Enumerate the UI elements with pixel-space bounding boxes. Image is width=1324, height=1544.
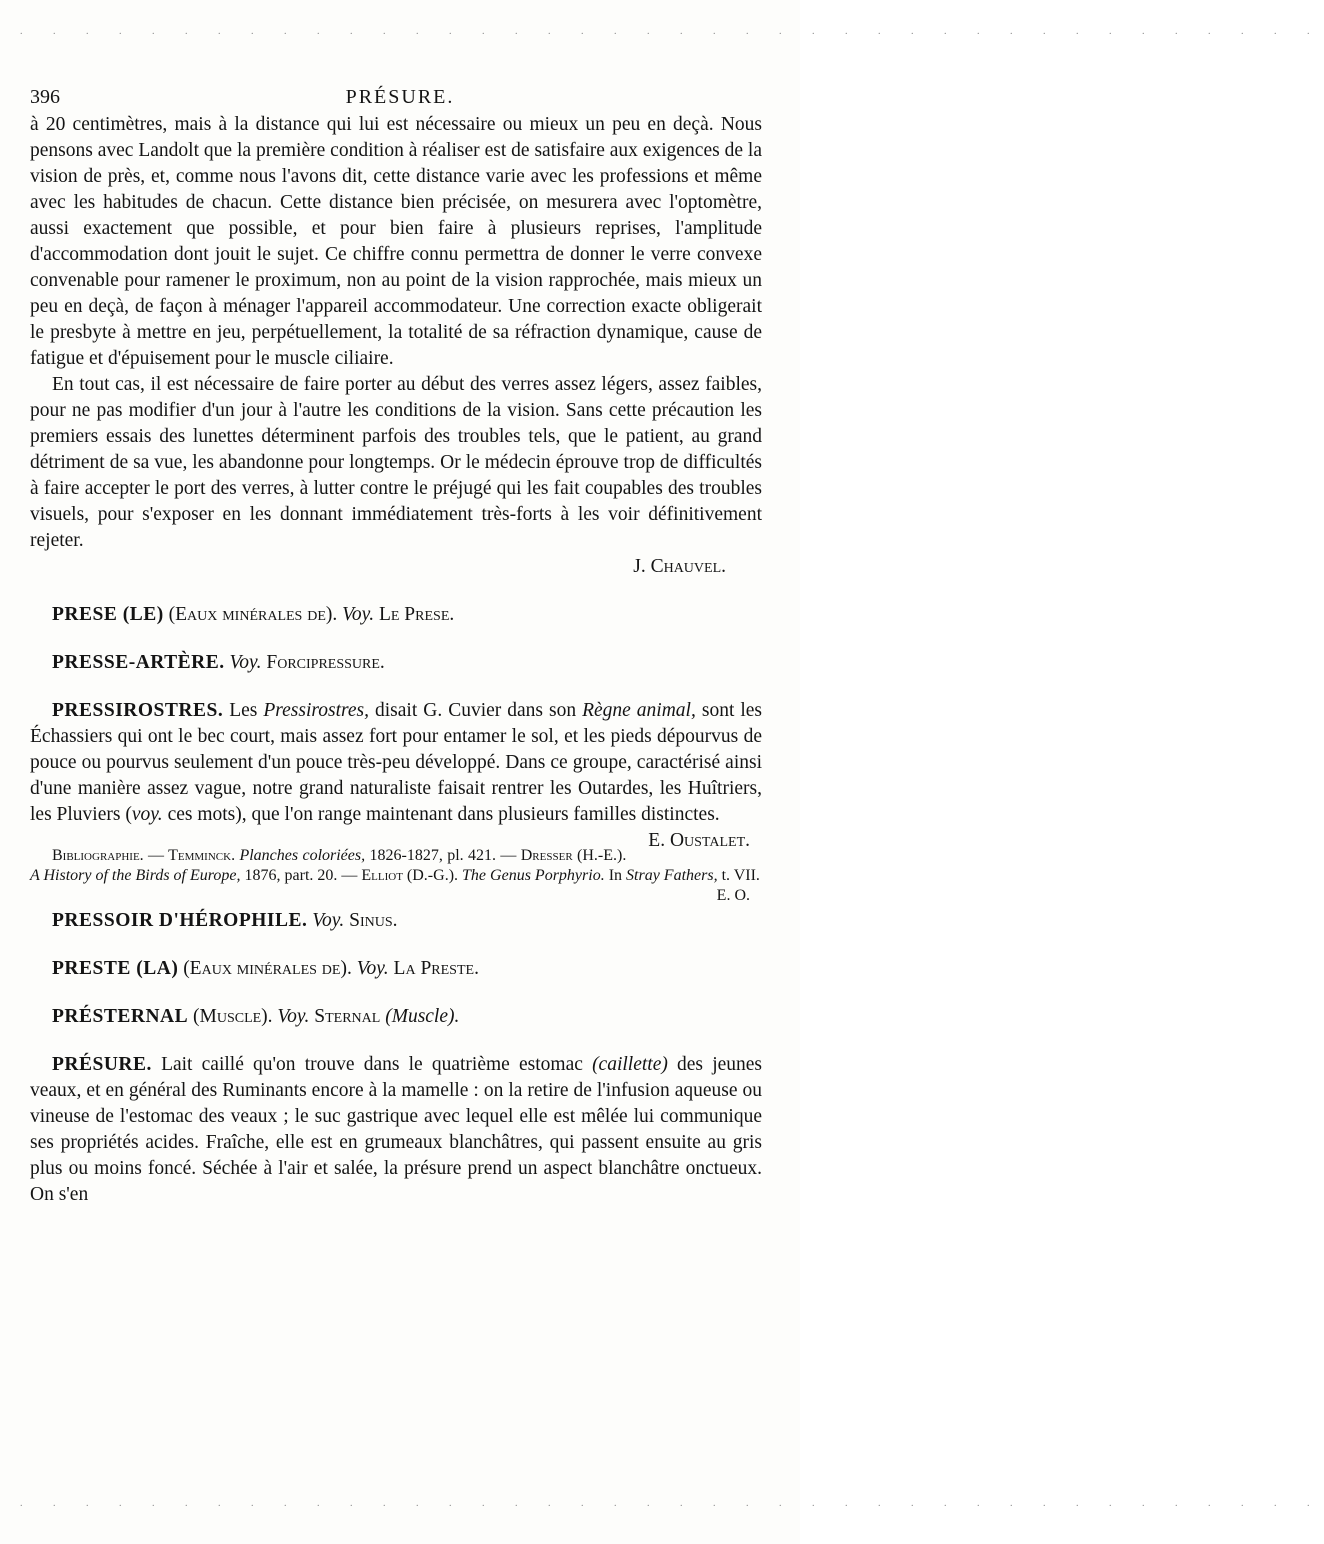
entry-presse-artere xyxy=(30,650,762,676)
entry-prese xyxy=(30,602,762,628)
presse-artere-voy: Voy. xyxy=(229,652,262,673)
headword-presure: PRÉSURE. xyxy=(52,1054,152,1075)
bib-text-1: 1826-1827, pl. 421. — xyxy=(369,847,517,864)
pressirostres-italic-1: Pressirostres, xyxy=(263,700,369,721)
bib-author-2: Dresser (H.-E.). xyxy=(520,847,627,864)
headword-preste: PRESTE (LA) xyxy=(52,958,179,979)
entry-pressirostres xyxy=(30,698,763,851)
page-header xyxy=(30,84,770,110)
bib-author-1: — Temminck. xyxy=(148,847,236,864)
preste-voy: Voy. xyxy=(356,958,389,979)
pressoir-ref: Sinus. xyxy=(349,910,398,931)
prese-ref: Le Prese. xyxy=(378,604,455,625)
entry-pressoir xyxy=(30,908,762,934)
paragraph-presbyopia-1: à 20 centimètres, mais à la distance qui lui est nécessaire ou mieux un peu en deçà. Nous pensons avec Landolt que la première condition à réaliser est de satisfaire aux exigences de la vision de près, et, comme nous l'avons dit, cette distance varie avec les professions et même avec les habitudes de chacun. Cette distance bien précisée, on mesurera avec l'optomètre, aussi exactement que possible, et pour bien faire à plusieurs reprises, l'amplitude d'accommodation dont jouit le sujet. Ce chiffre connu permettra de donner le verre convexe convenable pour ramener le proximum, non au point de la vision rapprochée, mais mieux un peu en deçà, de façon à ménager l'appareil accommodateur. Une correction exacte obligerait le presbyte à mettre en jeu, perpétuellement, la totalité de sa réfraction dynamique, cause de fatigue et d'épuisement pour le muscle ciliaire. xyxy=(30,114,762,369)
bib-label: Bibliographie. xyxy=(52,847,144,864)
headword-presse-artere: PRESSE-ARTÈRE. xyxy=(52,652,225,673)
headword-prese: PRESE (LE) xyxy=(52,604,164,625)
bib-author-3: Elliot (D.-G.). xyxy=(361,867,459,884)
page-number: 396 xyxy=(30,86,60,108)
bib-signature: E. O. xyxy=(716,887,750,904)
headword-pressoir: PRESSOIR D'HÉROPHILE. xyxy=(52,910,308,931)
preste-ref: La Preste. xyxy=(393,958,479,979)
pressirostres-text-3: sont les Échassiers qui ont le bec court, mais assez fort pour entamer le sol, et les pieds dépourvus de pouce ou pourvus seulement d'un pouce très-peu développé. Dans ce groupe, caractérisé ainsi d'une manière assez vague, notre grand naturaliste faisait rentrer les Outardes, les Huîtriers, les Pluviers ( xyxy=(30,700,763,825)
prese-paren: (Eaux minérales de). xyxy=(168,604,338,625)
presure-italic-1: (caillette) xyxy=(592,1054,668,1075)
presure-text-2: des jeunes veaux, et en général des Ruminants encore à la mamelle : on la retire de l'infusion aqueuse ou vineuse de l'estomac des veaux ; le suc gastrique avec lequel elle est mêlée lui communique ses propriétés acides. Fraîche, elle est en grumeaux blanchâtres, qui passent ensuite au gris plus ou moins foncé. Séchée à l'air et salée, la présure prend un aspect blanchâtre onctueux. On s'en xyxy=(30,1054,763,1205)
presternal-ref-italic: (Muscle). xyxy=(385,1006,460,1027)
headword-pressirostres: PRESSIROSTRES. xyxy=(52,700,224,721)
bib-text-4: t. VII. xyxy=(721,867,760,884)
pressirostres-italic-3: voy. xyxy=(131,804,163,825)
entry-preste xyxy=(30,956,762,982)
bib-title-4: Stray Fathers, xyxy=(626,867,718,884)
pressirostres-text-1: Les xyxy=(229,700,258,721)
pressirostres-text-4: ces mots), que l'on range maintenant dans plusieurs familles distinctes. xyxy=(167,804,720,825)
scan-dots-top: . . . . . . . . . . . . . . . . . . . . . . . . . . . . . . . . . . . . . . . . xyxy=(20,26,1324,37)
pressirostres-italic-2: Règne animal, xyxy=(582,700,696,721)
entry-presternal xyxy=(30,1004,762,1030)
bib-text-3: In xyxy=(608,867,623,884)
paragraph-presbyopia-2: En tout cas, il est nécessaire de faire porter au début des verres assez légers, assez faibles, pour ne pas modifier d'un jour à l'autre les conditions de la vision. Sans cette précaution les premiers essais des lunettes déterminent parfois des troubles tels, que le patient, au grand détriment de sa vue, les abandonne pour longtemps. Or le médecin éprouve trop de difficultés à faire accepter le port des verres, à lutter contre le préjugé qui les fait coupables des troubles visuels, pour s'exposer en les donnant immédiatement très-forts à les voir définitivement rejeter. xyxy=(30,374,762,551)
preste-paren: (Eaux minérales de). xyxy=(183,958,352,979)
headword-presternal: PRÉSTERNAL xyxy=(52,1006,189,1027)
prese-voy: Voy. xyxy=(342,604,375,625)
presternal-paren: (Muscle). xyxy=(193,1006,273,1027)
bib-title-2: A History of the Birds of Europe, xyxy=(30,867,241,884)
scan-dots-bottom: . . . . . . . . . . . . . . . . . . . . . . . . . . . . . . . . . . . . . . . . xyxy=(20,1498,1324,1509)
bib-text-2: 1876, part. 20. — xyxy=(244,867,358,884)
presternal-voy: Voy. xyxy=(277,1006,310,1027)
presternal-ref: Sternal xyxy=(314,1006,381,1027)
signature-chauvel: J. Chauvel. xyxy=(633,556,726,577)
bib-title-3: The Genus Porphyrio. xyxy=(462,867,605,884)
presure-text-1: Lait caillé qu'on trouve dans le quatrième estomac xyxy=(161,1054,583,1075)
pressoir-voy: Voy. xyxy=(312,910,345,931)
signature-oustalet: E. Oustalet. xyxy=(648,830,750,851)
bib-title-1: Planches coloriées, xyxy=(239,847,366,864)
entry-presure xyxy=(30,1052,762,1208)
page-body xyxy=(30,112,762,1208)
running-head: PRÉSURE. xyxy=(345,86,455,108)
pressirostres-text-2: disait G. Cuvier dans son xyxy=(375,700,577,721)
presse-artere-ref: Forcipressure. xyxy=(266,652,385,673)
